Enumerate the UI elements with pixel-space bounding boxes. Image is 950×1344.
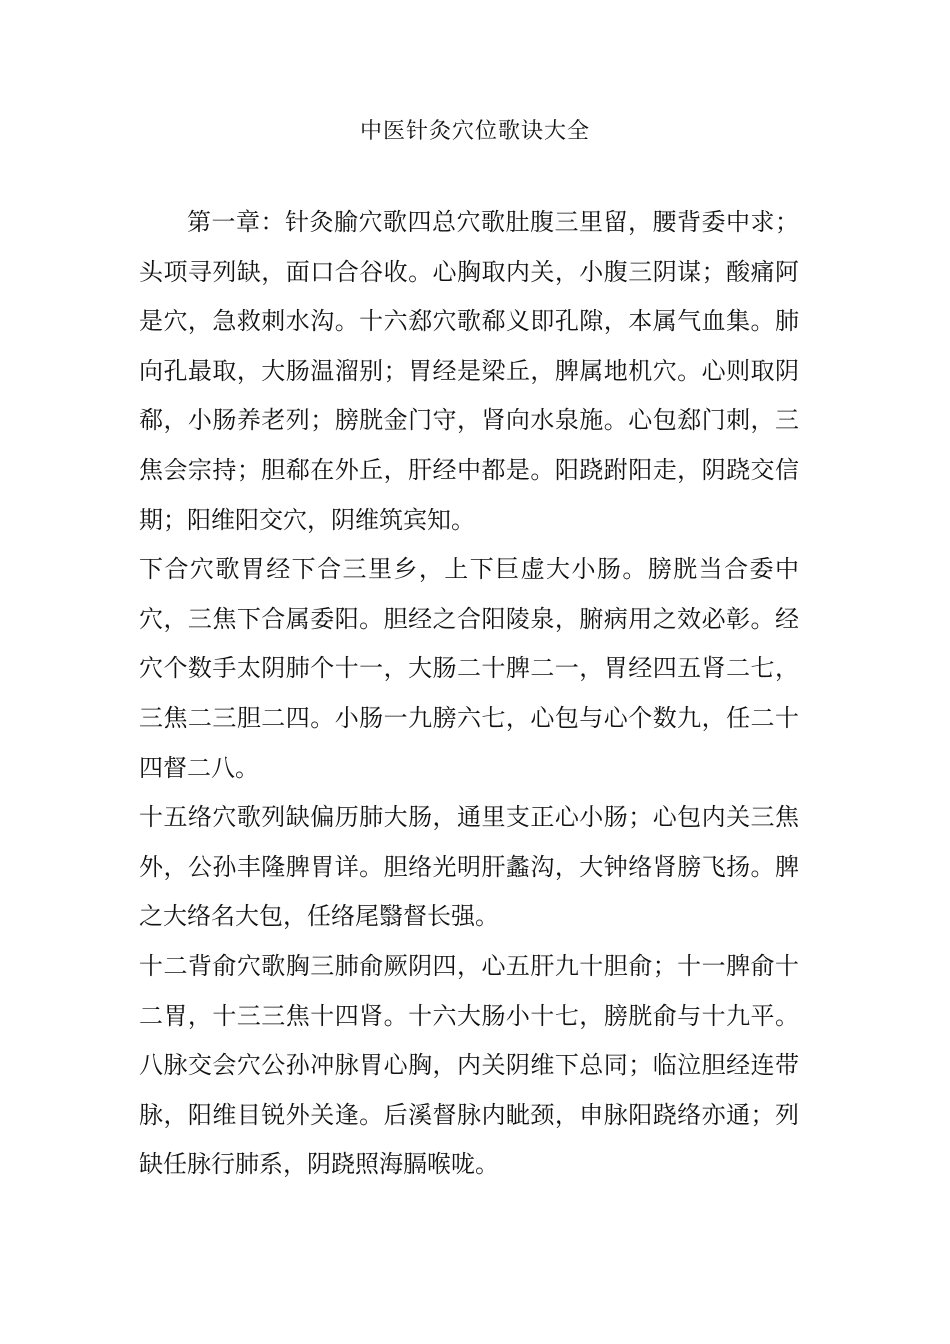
paragraph-fifteen-luo-points: 十五络穴歌列缺偏历肺大肠，通里支正心小肠；心包内关三焦外，公孙丰隆脾胃详。胆络光明肝蠡沟，大钟络肾膀飞扬。脾之大络名大包，任络尾翳督长强。: [139, 803, 799, 931]
document-body: [139, 198, 799, 1190]
paragraph-lower-he-points: 下合穴歌胃经下合三里乡，上下巨虚大小肠。膀胱当合委中穴，三焦下合属委阳。胆经之合阳陵泉，腑病用之效必彰。经穴个数手太阴肺个十一，大肠二十脾二一，胃经四五肾二七，三焦二三胆二四。小肠一九膀六七，心包与心个数九，任二十四督二八。: [139, 555, 799, 782]
paragraph-chapter-one: 第一章：针灸腧穴歌四总穴歌肚腹三里留，腰背委中求；头项寻列缺，面口合谷收。心胸取内关，小腹三阴谋；酸痛阿是穴，急救刺水沟。十六郄穴歌郗义即孔隙，本属气血集。肺向孔最取，大肠温溜别；胃经是梁丘，脾属地机穴。心则取阴郗，小肠养老列；膀胱金门守，肾向水泉施。心包郄门刺，三焦会宗持；胆郗在外丘，肝经中都是。阳跷跗阳走，阴跷交信期；阳维阳交穴，阴维筑宾知。: [139, 208, 799, 534]
paragraph-back-shu-points: 十二背俞穴歌胸三肺俞厥阴四，心五肝九十胆俞；十一脾俞十二胃，十三三焦十四肾。十六大肠小十七，膀胱俞与十九平。八脉交会穴公孙冲脉胃心胸，内关阴维下总同；临泣胆经连带脉，阳维目锐外关逢。后溪督脉内眦颈，申脉阳跷络亦通；列缺任脉行肺系，阴跷照海膈喉咙。: [139, 951, 799, 1179]
document-title: 中医针灸穴位歌诀大全: [359, 119, 590, 144]
